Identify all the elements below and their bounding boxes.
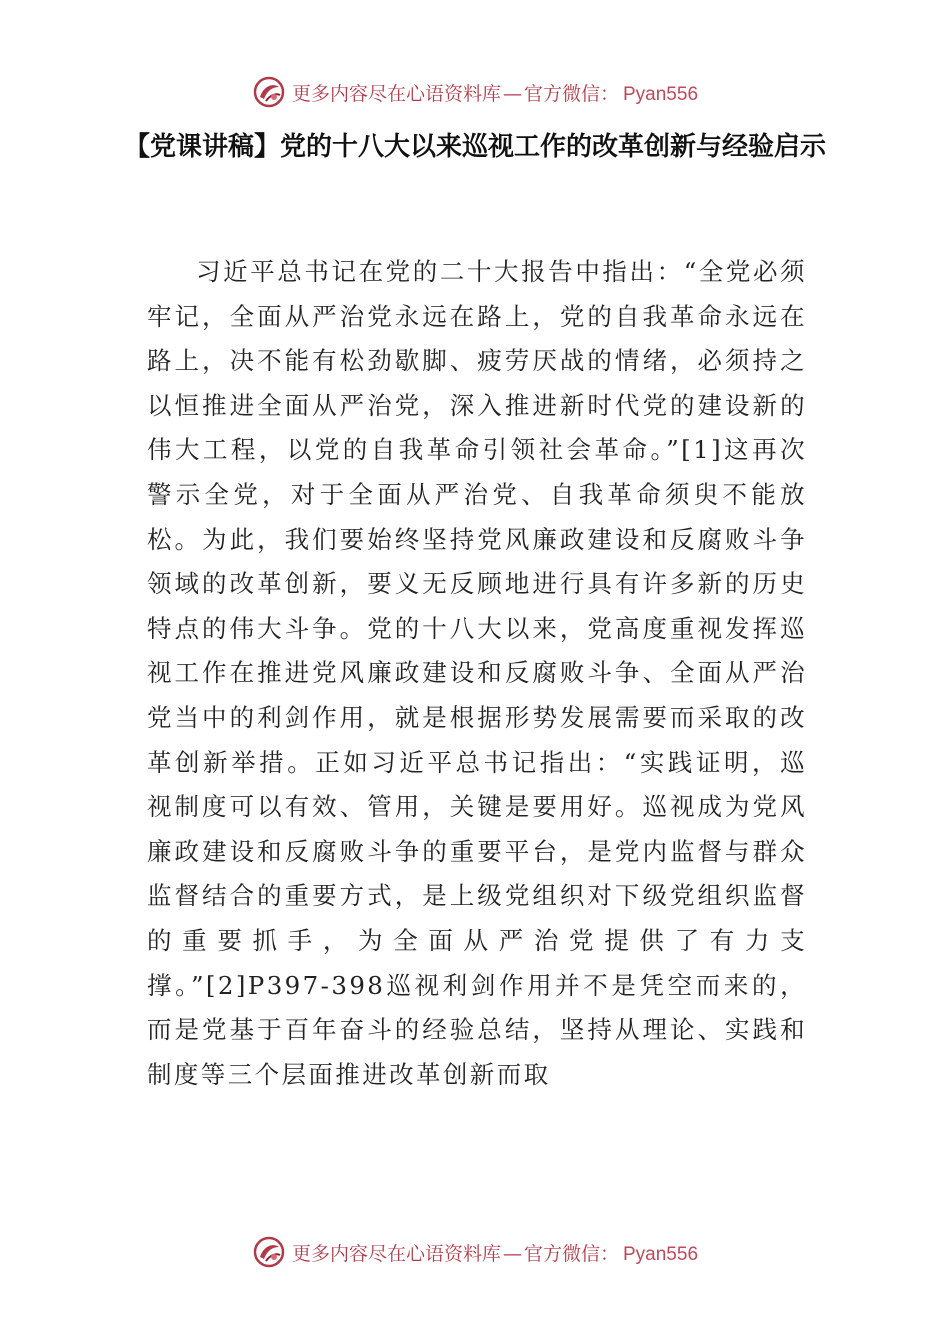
watermark-library-text: 更多内容尽在心语资料库 — [291, 82, 501, 105]
footer-watermark — [0, 1230, 950, 1274]
watermark-dash: — — [502, 1242, 522, 1265]
red-swirl-logo-icon — [252, 1235, 286, 1269]
watermark-text — [292, 1239, 698, 1266]
watermark-wechat-label: 官方微信： — [523, 82, 619, 105]
watermark-dash: — — [502, 82, 522, 105]
watermark-text — [292, 79, 698, 106]
header-watermark — [0, 70, 950, 114]
watermark-library-text: 更多内容尽在心语资料库 — [291, 1242, 501, 1265]
watermark-wechat-label: 官方微信： — [523, 1242, 619, 1265]
document-paragraph: 习近平总书记在党的二十大报告中指出：“全党必须牢记，全面从严治党永远在路上，党的自我革命永远在路上，决不能有松劲歇脚、疲劳厌战的情绪，必须持之以恒推进全面从严治党，深入推进新时代党的建设新的伟大工程，以党的自我革命引领社会革命。”[1]这再次警示全党，对于全面从严治党、自我革命须臾不能放松。为此，我们要始终坚持党风廉政建设和反腐败斗争领域的改革创新，要义无反顾地进行具有许多新的历史特点的伟大斗争。党的十八大以来，党高度重视发挥巡视工作在推进党风廉政建设和反腐败斗争、全面从严治党当中的利剑作用，就是根据形势发展需要而采取的改革创新举措。正如习近平总书记指出：“实践证明，巡视制度可以有效、管用，关键是要用好。巡视成为党风廉政建设和反腐败斗争的重要平台，是党内监督与群众监督结合的重要方式，是上级党组织对下级党组织监督的重要抓手，为全面从严治党提供了有力支撑。”[2]P397-398巡视利剑作用并不是凭空而来的，而是党基于百年奋斗的经验总结，坚持从理论、实践和制度等三个层面推进改革创新而取 — [147, 257, 807, 1089]
watermark-wechat-id: Pyan556 — [623, 83, 699, 105]
watermark-wechat-id: Pyan556 — [623, 1243, 699, 1265]
document-title: 【党课讲稿】党的十八大以来巡视工作的改革创新与经验启示 — [123, 132, 826, 162]
red-swirl-logo-icon — [252, 75, 286, 109]
